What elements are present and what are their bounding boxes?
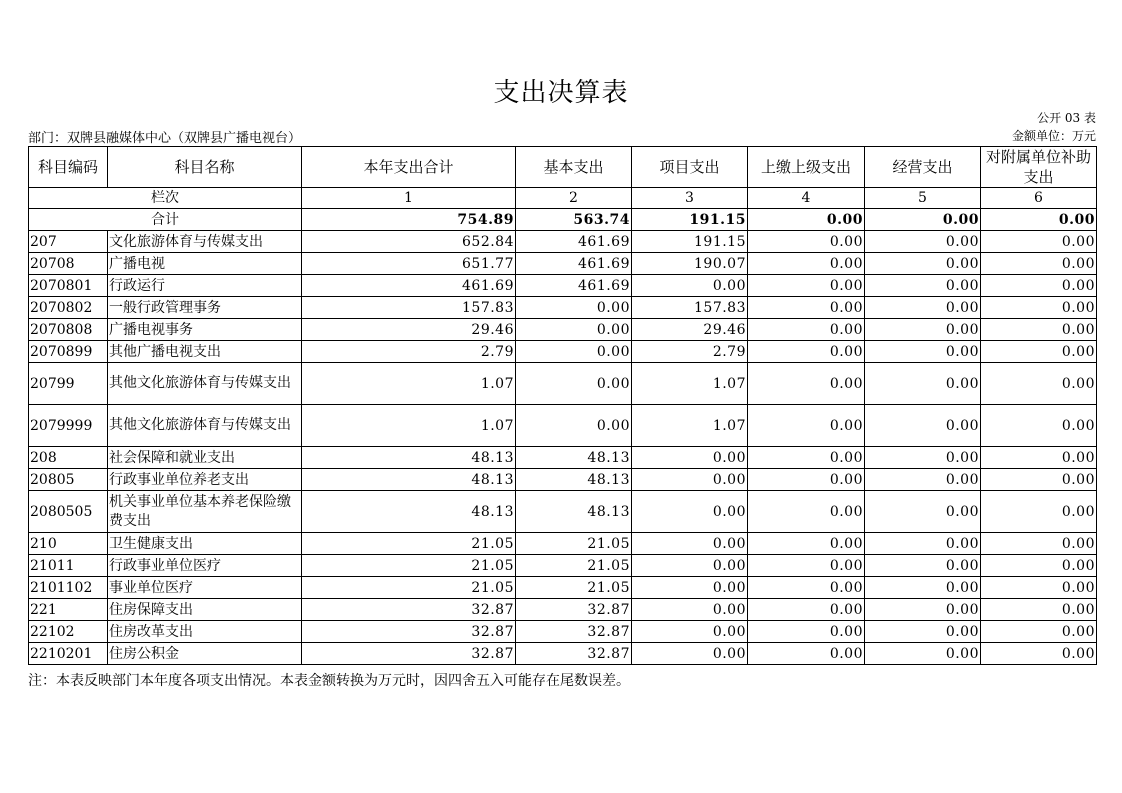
total-value: 0.00 <box>865 209 981 231</box>
subject-code: 2070899 <box>29 341 108 363</box>
table-row <box>29 491 1097 533</box>
subject-name: 住房改革支出 <box>108 621 302 643</box>
amount-cell: 0.00 <box>632 275 748 297</box>
amount-cell: 0.00 <box>748 297 865 319</box>
amount-cell: 0.00 <box>981 231 1097 253</box>
header-cell: 科目编码 <box>29 147 108 188</box>
subject-name: 行政事业单位医疗 <box>108 555 302 577</box>
amount-cell: 0.00 <box>865 621 981 643</box>
amount-cell: 0.00 <box>981 555 1097 577</box>
amount-cell: 0.00 <box>865 405 981 447</box>
subject-name: 其他广播电视支出 <box>108 341 302 363</box>
column-number-row <box>29 188 1097 209</box>
total-label: 合计 <box>29 209 302 231</box>
table-code: 公开 03 表 <box>1037 111 1096 125</box>
amount-cell: 0.00 <box>865 275 981 297</box>
subject-code: 207 <box>29 231 108 253</box>
subject-name: 广播电视事务 <box>108 319 302 341</box>
amount-cell: 0.00 <box>865 319 981 341</box>
amount-cell: 0.00 <box>748 341 865 363</box>
amount-cell: 0.00 <box>981 363 1097 405</box>
header-cell: 基本支出 <box>516 147 632 188</box>
subject-name: 一般行政管理事务 <box>108 297 302 319</box>
header-cell: 上缴上级支出 <box>748 147 865 188</box>
amount-cell: 651.77 <box>302 253 516 275</box>
amount-cell: 21.05 <box>516 577 632 599</box>
table-row <box>29 555 1097 577</box>
amount-cell: 461.69 <box>516 275 632 297</box>
amount-cell: 0.00 <box>632 621 748 643</box>
subject-code: 20805 <box>29 469 108 491</box>
amount-cell: 48.13 <box>302 491 516 533</box>
amount-cell: 32.87 <box>516 621 632 643</box>
amount-cell: 0.00 <box>632 491 748 533</box>
table-row <box>29 297 1097 319</box>
amount-cell: 0.00 <box>865 577 981 599</box>
subject-name: 行政事业单位养老支出 <box>108 469 302 491</box>
header-cell: 项目支出 <box>632 147 748 188</box>
amount-cell: 0.00 <box>981 405 1097 447</box>
amount-cell: 0.00 <box>748 491 865 533</box>
total-value: 0.00 <box>748 209 865 231</box>
amount-cell: 0.00 <box>632 577 748 599</box>
amount-cell: 21.05 <box>302 555 516 577</box>
amount-cell: 0.00 <box>981 297 1097 319</box>
subject-code: 210 <box>29 533 108 555</box>
amount-cell: 48.13 <box>302 447 516 469</box>
amount-cell: 0.00 <box>981 577 1097 599</box>
amount-cell: 21.05 <box>516 555 632 577</box>
amount-cell: 191.15 <box>632 231 748 253</box>
table-row <box>29 447 1097 469</box>
amount-cell: 0.00 <box>981 447 1097 469</box>
amount-cell: 157.83 <box>302 297 516 319</box>
amount-cell: 0.00 <box>516 405 632 447</box>
amount-cell: 1.07 <box>302 405 516 447</box>
amount-cell: 190.07 <box>632 253 748 275</box>
amount-cell: 0.00 <box>748 231 865 253</box>
subject-code: 2079999 <box>29 405 108 447</box>
amount-cell: 461.69 <box>302 275 516 297</box>
amount-cell: 32.87 <box>516 599 632 621</box>
subject-name: 住房保障支出 <box>108 599 302 621</box>
subject-code: 2080505 <box>29 491 108 533</box>
table-row <box>29 253 1097 275</box>
table-row <box>29 621 1097 643</box>
table-row <box>29 599 1097 621</box>
amount-cell: 0.00 <box>748 599 865 621</box>
column-number-label: 栏次 <box>29 188 302 209</box>
amount-cell: 0.00 <box>632 599 748 621</box>
amount-cell: 0.00 <box>748 577 865 599</box>
amount-cell: 0.00 <box>748 363 865 405</box>
subject-name: 文化旅游体育与传媒支出 <box>108 231 302 253</box>
subject-code: 22102 <box>29 621 108 643</box>
subject-code: 2210201 <box>29 643 108 665</box>
subject-code: 2070808 <box>29 319 108 341</box>
amount-cell: 0.00 <box>865 341 981 363</box>
amount-cell: 0.00 <box>981 319 1097 341</box>
amount-cell: 48.13 <box>516 469 632 491</box>
amount-cell: 48.13 <box>516 447 632 469</box>
column-number: 5 <box>865 188 981 209</box>
page-title: 支出决算表 <box>493 78 629 108</box>
amount-cell: 0.00 <box>865 533 981 555</box>
amount-cell: 0.00 <box>632 469 748 491</box>
amount-cell: 0.00 <box>981 275 1097 297</box>
amount-cell: 0.00 <box>632 447 748 469</box>
subject-name: 事业单位医疗 <box>108 577 302 599</box>
amount-cell: 0.00 <box>748 405 865 447</box>
amount-cell: 32.87 <box>302 643 516 665</box>
subject-name: 机关事业单位基本养老保险缴费支出 <box>108 491 302 533</box>
table-row <box>29 533 1097 555</box>
table-row <box>29 363 1097 405</box>
amount-cell: 0.00 <box>981 341 1097 363</box>
amount-cell: 32.87 <box>302 599 516 621</box>
amount-cell: 0.00 <box>748 643 865 665</box>
amount-cell: 0.00 <box>981 491 1097 533</box>
subject-code: 221 <box>29 599 108 621</box>
amount-cell: 29.46 <box>302 319 516 341</box>
amount-cell: 2.79 <box>632 341 748 363</box>
header-cell: 本年支出合计 <box>302 147 516 188</box>
amount-cell: 0.00 <box>865 447 981 469</box>
amount-cell: 29.46 <box>632 319 748 341</box>
amount-cell: 157.83 <box>632 297 748 319</box>
table-row <box>29 231 1097 253</box>
header-cell: 对附属单位补助支出 <box>981 147 1097 188</box>
amount-cell: 48.13 <box>302 469 516 491</box>
amount-cell: 0.00 <box>981 599 1097 621</box>
amount-cell: 1.07 <box>632 405 748 447</box>
subject-code: 20708 <box>29 253 108 275</box>
amount-cell: 0.00 <box>865 599 981 621</box>
subject-code: 21011 <box>29 555 108 577</box>
footnote: 注：本表反映部门本年度各项支出情况。本表金额转换为万元时，因四舍五入可能存在尾数误差。 <box>28 673 630 689</box>
subject-code: 208 <box>29 447 108 469</box>
header-cell: 科目名称 <box>108 147 302 188</box>
expenditure-table <box>28 146 1097 665</box>
amount-cell: 0.00 <box>748 319 865 341</box>
amount-cell: 1.07 <box>302 363 516 405</box>
subject-name: 其他文化旅游体育与传媒支出 <box>108 405 302 447</box>
column-number: 3 <box>632 188 748 209</box>
subject-code: 2070802 <box>29 297 108 319</box>
amount-cell: 0.00 <box>865 643 981 665</box>
column-number: 6 <box>981 188 1097 209</box>
amount-cell: 0.00 <box>865 555 981 577</box>
subject-name: 广播电视 <box>108 253 302 275</box>
amount-cell: 21.05 <box>302 533 516 555</box>
amount-cell: 0.00 <box>632 533 748 555</box>
table-row <box>29 577 1097 599</box>
column-number: 4 <box>748 188 865 209</box>
total-value: 563.74 <box>516 209 632 231</box>
amount-cell: 0.00 <box>981 643 1097 665</box>
amount-cell: 0.00 <box>748 555 865 577</box>
header-row <box>29 147 1097 188</box>
subject-code: 20799 <box>29 363 108 405</box>
subject-name: 社会保障和就业支出 <box>108 447 302 469</box>
amount-cell: 0.00 <box>748 469 865 491</box>
amount-cell: 0.00 <box>865 491 981 533</box>
amount-cell: 0.00 <box>865 363 981 405</box>
total-value: 0.00 <box>981 209 1097 231</box>
unit-label: 金额单位：万元 <box>1011 129 1096 143</box>
amount-cell: 461.69 <box>516 231 632 253</box>
subject-name: 住房公积金 <box>108 643 302 665</box>
amount-cell: 0.00 <box>632 643 748 665</box>
column-number: 1 <box>302 188 516 209</box>
total-value: 754.89 <box>302 209 516 231</box>
amount-cell: 1.07 <box>632 363 748 405</box>
amount-cell: 0.00 <box>748 533 865 555</box>
amount-cell: 0.00 <box>865 297 981 319</box>
column-number: 2 <box>516 188 632 209</box>
amount-cell: 0.00 <box>981 533 1097 555</box>
total-row <box>29 209 1097 231</box>
table-row <box>29 405 1097 447</box>
amount-cell: 652.84 <box>302 231 516 253</box>
subject-name: 行政运行 <box>108 275 302 297</box>
amount-cell: 21.05 <box>516 533 632 555</box>
subject-code: 2070801 <box>29 275 108 297</box>
table-row <box>29 469 1097 491</box>
subject-code: 2101102 <box>29 577 108 599</box>
department-label: 部门：双牌县融媒体中心（双牌县广播电视台） <box>28 131 302 146</box>
amount-cell: 0.00 <box>748 621 865 643</box>
amount-cell: 0.00 <box>516 297 632 319</box>
header-cell: 经营支出 <box>865 147 981 188</box>
total-value: 191.15 <box>632 209 748 231</box>
amount-cell: 0.00 <box>516 319 632 341</box>
amount-cell: 32.87 <box>302 621 516 643</box>
table-row <box>29 319 1097 341</box>
amount-cell: 0.00 <box>981 253 1097 275</box>
table-row <box>29 643 1097 665</box>
amount-cell: 0.00 <box>748 253 865 275</box>
amount-cell: 0.00 <box>748 447 865 469</box>
subject-name: 其他文化旅游体育与传媒支出 <box>108 363 302 405</box>
table-row <box>29 341 1097 363</box>
amount-cell: 0.00 <box>981 621 1097 643</box>
amount-cell: 0.00 <box>516 341 632 363</box>
table-row <box>29 275 1097 297</box>
amount-cell: 461.69 <box>516 253 632 275</box>
amount-cell: 0.00 <box>865 469 981 491</box>
amount-cell: 0.00 <box>632 555 748 577</box>
subject-name: 卫生健康支出 <box>108 533 302 555</box>
amount-cell: 0.00 <box>865 253 981 275</box>
amount-cell: 0.00 <box>516 363 632 405</box>
amount-cell: 32.87 <box>516 643 632 665</box>
amount-cell: 0.00 <box>865 231 981 253</box>
amount-cell: 2.79 <box>302 341 516 363</box>
amount-cell: 48.13 <box>516 491 632 533</box>
amount-cell: 0.00 <box>748 275 865 297</box>
amount-cell: 0.00 <box>981 469 1097 491</box>
amount-cell: 21.05 <box>302 577 516 599</box>
